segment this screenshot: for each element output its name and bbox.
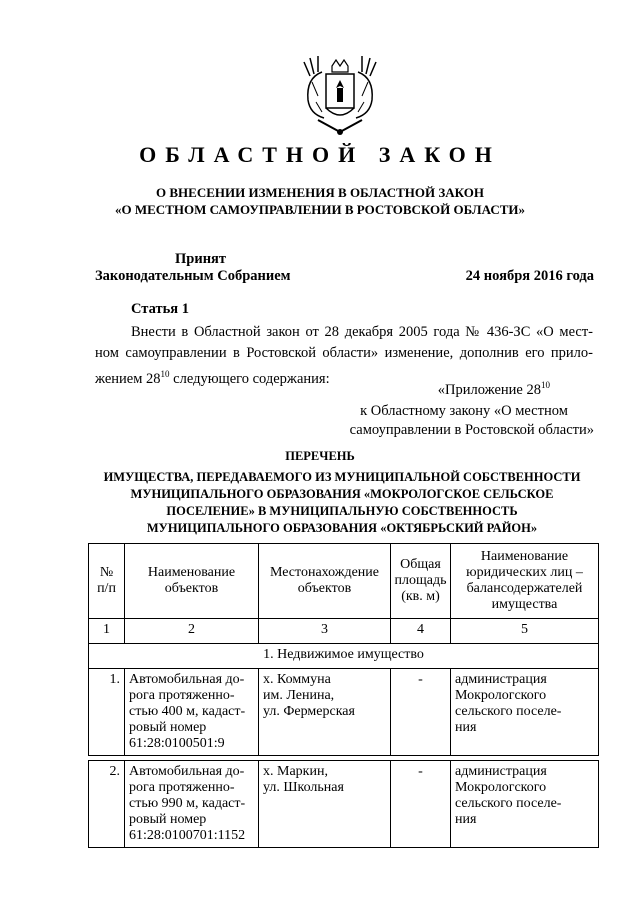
coat-of-arms-emblem — [296, 52, 384, 138]
adopted-label: Принят — [175, 251, 227, 267]
law-title: ОБЛАСТНОЙ ЗАКОН — [139, 142, 501, 167]
section-row — [89, 644, 599, 669]
cell-line: ния — [455, 812, 477, 827]
adopted-by: Законодательным Собранием — [95, 268, 291, 284]
header-text: балансодержателей — [466, 581, 583, 596]
header-text: (кв. м) — [401, 589, 440, 604]
header-text: имущества — [491, 597, 558, 612]
cell-line: ровый номер — [129, 812, 207, 827]
table-row — [89, 669, 599, 756]
body-line-text: жением 28 — [95, 370, 161, 387]
cell-line: 61:28:0100701:1152 — [129, 828, 246, 843]
row-name — [125, 761, 259, 848]
header-text: п/п — [97, 581, 116, 596]
body-line: Внести в Областной закон от 28 декабря 2005 года № 436-ЗС «О мест- — [131, 324, 593, 340]
row-area: - — [391, 761, 451, 848]
row-number: 2. — [89, 761, 125, 848]
cell-line: рога протяженно- — [129, 688, 235, 703]
appendix-superscript: 10 — [541, 380, 550, 390]
subtitle-line: «О МЕСТНОМ САМОУПРАВЛЕНИИ В РОСТОВСКОЙ ОБЛАСТИ» — [115, 202, 525, 217]
header-text: объектов — [164, 581, 219, 596]
cell-line: администрация — [455, 764, 547, 779]
column-number: 3 — [259, 619, 391, 644]
header-cell-holder — [451, 544, 599, 619]
cell-line: стью 400 м, кадаст- — [129, 704, 246, 719]
cell-line: х. Коммуна — [263, 672, 331, 687]
section-title: 1. Недвижимое имущество — [89, 644, 599, 669]
adopted-date: 24 ноября 2016 года — [465, 268, 594, 284]
body-superscript: 10 — [160, 369, 170, 379]
list-title-line: ПОСЕЛЕНИЕ» В МУНИЦИПАЛЬНУЮ СОБСТВЕННОСТЬ — [166, 504, 518, 518]
appendix-label — [334, 376, 594, 400]
table-header-row — [89, 544, 599, 619]
cell-line: Мокрологского — [455, 688, 547, 703]
article-heading: Статья 1 — [131, 301, 189, 317]
row-holder — [451, 669, 599, 756]
appendix-reference — [334, 376, 594, 440]
header-text: Местонахождение — [269, 565, 379, 580]
header-text: объектов — [297, 581, 352, 596]
list-title-line: МУНИЦИПАЛЬНОГО ОБРАЗОВАНИЯ «МОКРОЛОГСКОЕ СЕЛЬСКОЕ — [130, 487, 554, 501]
cell-line: 61:28:0100501:9 — [129, 736, 225, 751]
cell-line: ул. Фермерская — [263, 704, 355, 719]
header-text: № — [99, 565, 114, 580]
appendix-line: к Областному закону «О местном — [360, 402, 568, 419]
row-location — [259, 669, 391, 756]
list-title — [80, 469, 604, 537]
column-number: 4 — [391, 619, 451, 644]
list-heading: ПЕРЕЧЕНЬ — [285, 449, 355, 463]
cell-line: им. Ленина, — [263, 688, 335, 703]
row-holder — [451, 761, 599, 848]
cell-line: ровый номер — [129, 720, 207, 735]
row-name — [125, 669, 259, 756]
cell-line: ния — [455, 720, 477, 735]
appendix-label-text: «Приложение 28 — [437, 381, 541, 398]
law-subtitle — [0, 184, 640, 218]
row-number: 1. — [89, 669, 125, 756]
row-location — [259, 761, 391, 848]
cell-line: Мокрологского — [455, 780, 547, 795]
header-text: Общая — [400, 557, 441, 572]
table-row — [89, 761, 599, 848]
column-number: 2 — [125, 619, 259, 644]
header-text: Наименование — [147, 565, 236, 580]
cell-line: сельского поселе- — [455, 704, 562, 719]
column-number-row — [89, 619, 599, 644]
header-cell-area — [391, 544, 451, 619]
row-area: - — [391, 669, 451, 756]
cell-line: ул. Школьная — [263, 780, 344, 795]
property-table — [88, 543, 599, 848]
header-text: Наименование — [480, 549, 569, 564]
list-title-line: ИМУЩЕСТВА, ПЕРЕДАВАЕМОГО ИЗ МУНИЦИПАЛЬНОЙ СОБСТВЕННОСТИ — [103, 470, 581, 484]
body-line-tail: следующего содержания: — [169, 370, 330, 387]
header-cell-location — [259, 544, 391, 619]
header-cell-number — [89, 544, 125, 619]
header-text: юридических лиц – — [466, 565, 583, 580]
cell-line: администрация — [455, 672, 547, 687]
cell-line: Автомобильная до- — [129, 764, 245, 779]
body-line: ном самоуправлении в Ростовской области» изменение, дополнив его прило- — [95, 345, 593, 361]
subtitle-line: О ВНЕСЕНИИ ИЗМЕНЕНИЯ В ОБЛАСТНОЙ ЗАКОН — [156, 185, 484, 200]
column-number: 1 — [89, 619, 125, 644]
header-cell-name — [125, 544, 259, 619]
cell-line: Автомобильная до- — [129, 672, 245, 687]
column-number: 5 — [451, 619, 599, 644]
cell-line: рога протяженно- — [129, 780, 235, 795]
appendix-line: самоуправлении в Ростовской области» — [349, 421, 594, 438]
cell-line: стью 990 м, кадаст- — [129, 796, 246, 811]
header-text: площадь — [394, 573, 447, 588]
list-title-line: МУНИЦИПАЛЬНОГО ОБРАЗОВАНИЯ «ОКТЯБРЬСКИЙ РАЙОН» — [146, 521, 538, 535]
cell-line: сельского поселе- — [455, 796, 562, 811]
cell-line: х. Маркин, — [263, 764, 328, 779]
